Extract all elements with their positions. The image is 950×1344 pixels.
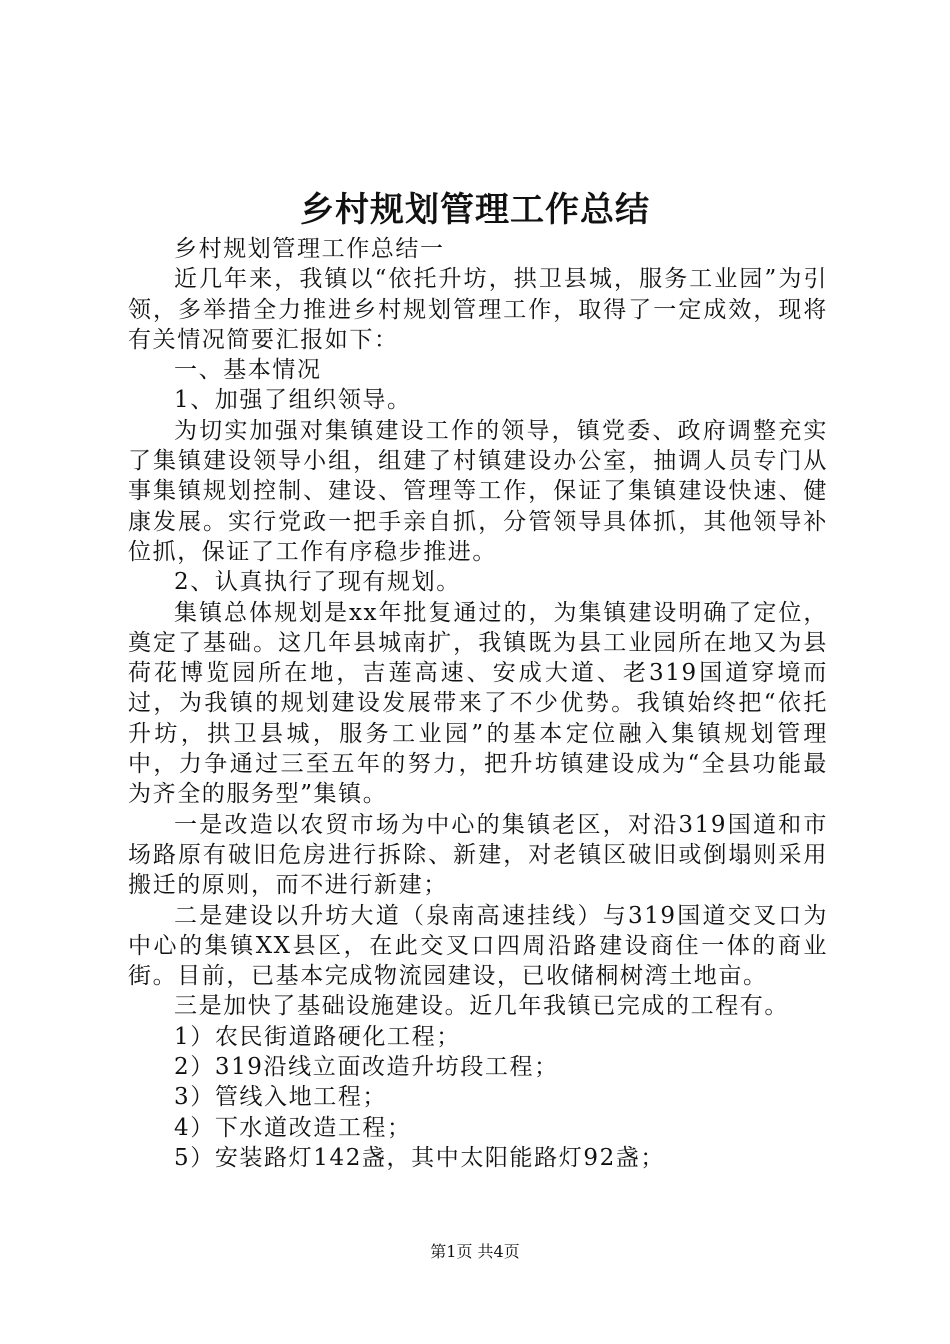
paragraph-subtitle: 乡村规划管理工作总结一 bbox=[174, 236, 445, 262]
section-heading-basic: 一、基本情况 bbox=[174, 357, 322, 384]
list-item: 1）农民街道路硬化工程； bbox=[174, 1023, 461, 1050]
document-title: 乡村规划管理工作总结 bbox=[300, 190, 650, 230]
list-item: 5）安装路灯142盏，其中太阳能路灯92盏； bbox=[174, 1144, 665, 1171]
list-item: 3）管线入地工程； bbox=[174, 1084, 388, 1111]
paragraph-intro: 近几年来，我镇以“依托升坊，拱卫县城，服务工业园”为引领，多举措全力推进乡村规划管理工作，取得了一定成效，现将有关情况简要汇报如下： bbox=[128, 266, 828, 353]
paragraph-point-three: 三是加快了基础设施建设。近几年我镇已完成的工程有。 bbox=[174, 993, 789, 1020]
item-heading-1: 1、加强了组织领导。 bbox=[174, 387, 412, 414]
paragraph-point-two: 二是建设以升坊大道（泉南高速挂线）与319国道交叉口为中心的集镇XX县区，在此交叉口四周沿路建设商住一体的商业街。目前，已基本完成物流园建设，已收储桐树湾土地亩。 bbox=[128, 902, 828, 990]
list-item: 4）下水道改造工程； bbox=[174, 1114, 412, 1141]
list-item: 2）319沿线立面改造升坊段工程； bbox=[174, 1054, 559, 1081]
paragraph-point-one: 一是改造以农贸市场为中心的集镇老区，对沿319国道和市场路原有破旧危房进行拆除、新建，对老镇区破旧或倒塌则采用搬迁的原则，而不进行新建； bbox=[128, 811, 828, 899]
paragraph-leadership: 为切实加强对集镇建设工作的领导，镇党委、政府调整充实了集镇建设领导小组，组建了村镇建设办公室，抽调人员专门从事集镇规划控制、建设、管理等工作，保证了集镇建设快速、健康发展。实行党政一把手亲自抓，分管领导具体抓，其他领导补位抓，保证了工作有序稳步推进。 bbox=[128, 417, 828, 565]
item-heading-2: 2、认真执行了现有规划。 bbox=[174, 569, 461, 596]
paragraph-planning: 集镇总体规划是xx年批复通过的，为集镇建设明确了定位，奠定了基础。这几年县城南扩，我镇既为县工业园所在地又为县荷花博览园所在地，吉莲高速、安成大道、老319国道穿境而过，为我镇的规划建设发展带来了不少优势。我镇始终把“依托升坊，拱卫县城，服务工业园”的基本定位融入集镇规划管理中，力争通过三至五年的努力，把升坊镇建设成为“全县功能最为齐全的服务型”集镇。 bbox=[128, 599, 828, 808]
page-footer: 第1页 共4页 bbox=[430, 1242, 520, 1261]
document-body bbox=[128, 234, 828, 1173]
